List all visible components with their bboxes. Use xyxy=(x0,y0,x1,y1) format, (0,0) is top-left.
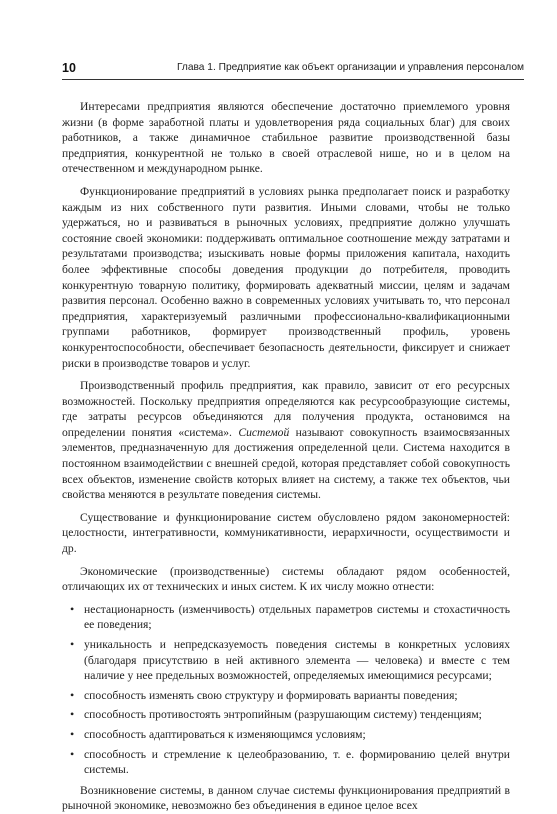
list-item: • уникальность и непредсказуемость поведения системы в конкретных условиях (благодаря присутствию в ней активного элемента — человека) и вместе с тем наличие у нее предельных возможностей, определяемых имеющимися ресурсами; xyxy=(62,637,510,684)
features-list xyxy=(62,602,510,778)
paragraph-3-end: называют совокупность взаимосвязанных элементов, предназначенную для достижения определенной цели. Система находится в постоянном взаимодействии с внешней средой, которая представляет собой совокупность всех объектов, изменение свойств которых влияет на систему, а также тех объектов, чьи свойства меняются в результате поведения системы. xyxy=(62,425,510,502)
body-text xyxy=(62,99,510,814)
paragraph-5: Экономические (производственные) системы обладают рядом особенностей, отличающих их от технических и иных систем. К их числу можно отнести: xyxy=(62,564,510,594)
paragraph-1: Интересами предприятия являются обеспечение достаточно приемлемого уровня жизни (в форме заработной платы и удовлетворения ряда социальных благ) для своих работников, а также динамичное стабильное развитие производственной базы предприятия, конкурентной не только в своей отраслевой нише, но и в целом на отечественном и международном рынке. xyxy=(62,100,510,176)
list-item: • способность противостоять энтропийным (разрушающим систему) тенденциям; xyxy=(62,707,510,723)
paragraph-3 xyxy=(62,378,510,503)
header-rule xyxy=(62,79,524,80)
paragraph-6: Возникновение системы, в данном случае системы функционирования предприятий в рыночной экономике, невозможно без объединения в единое целое всех xyxy=(62,783,510,813)
term-system: Системой xyxy=(238,425,290,439)
list-item: • способность изменять свою структуру и формировать варианты поведения; xyxy=(62,688,510,704)
list-item: • способность адаптироваться к изменяющимся условиям; xyxy=(62,727,510,743)
page-number: 10 xyxy=(62,61,76,75)
list-item: • способность и стремление к целеобразованию, т. е. формированию целей внутри системы. xyxy=(62,747,510,778)
page-header xyxy=(62,61,524,78)
paragraph-4: Существование и функционирование систем обусловлено рядом закономерностей: целостности, интегративности, коммуникативности, иерархичности, осуществимости и др. xyxy=(62,510,510,556)
paragraph-3-start: Производственный профиль предприятия, как правило, зависит от его ресурсных возможностей. Поскольку предприятия определяются как ресурсообразующие системы, где затраты ресурсов объединяются для получения продукта, остановимся на определении понятия «система». xyxy=(62,379,510,439)
running-title: Глава 1. Предприятие как объект организации и управления персоналом xyxy=(176,62,524,73)
list-item: • нестационарность (изменчивость) отдельных параметров системы и стохастичность ее поведения; xyxy=(62,602,510,633)
paragraph-2: Функционирование предприятий в условиях рынка предполагает поиск и разработку каждым из них собственного пути развития. Иными словами, чтобы не только удержаться, но и развиваться в рыночных условиях, предприятие должно улучшать состояние своей экономики: поддерживать оптимальное соотношение между затратами и результатами производства; изыскивать новые формы приложения капитала, находить более эффективные способы доведения продукции до потребителя, проводить конкурентную товарную политику, формировать адекватный миссии, целям и задачам развития персонал. Особенно важно в современных условиях учитывать то, что персонал предприятия, характеризуемый различными профессионально-квалификационными группами работников, формирует производственный профиль, уровень конкурентоспособности, обеспечивает безопасность деятельности, фиксирует и снижает риски в производстве товаров и услуг. xyxy=(62,184,510,370)
